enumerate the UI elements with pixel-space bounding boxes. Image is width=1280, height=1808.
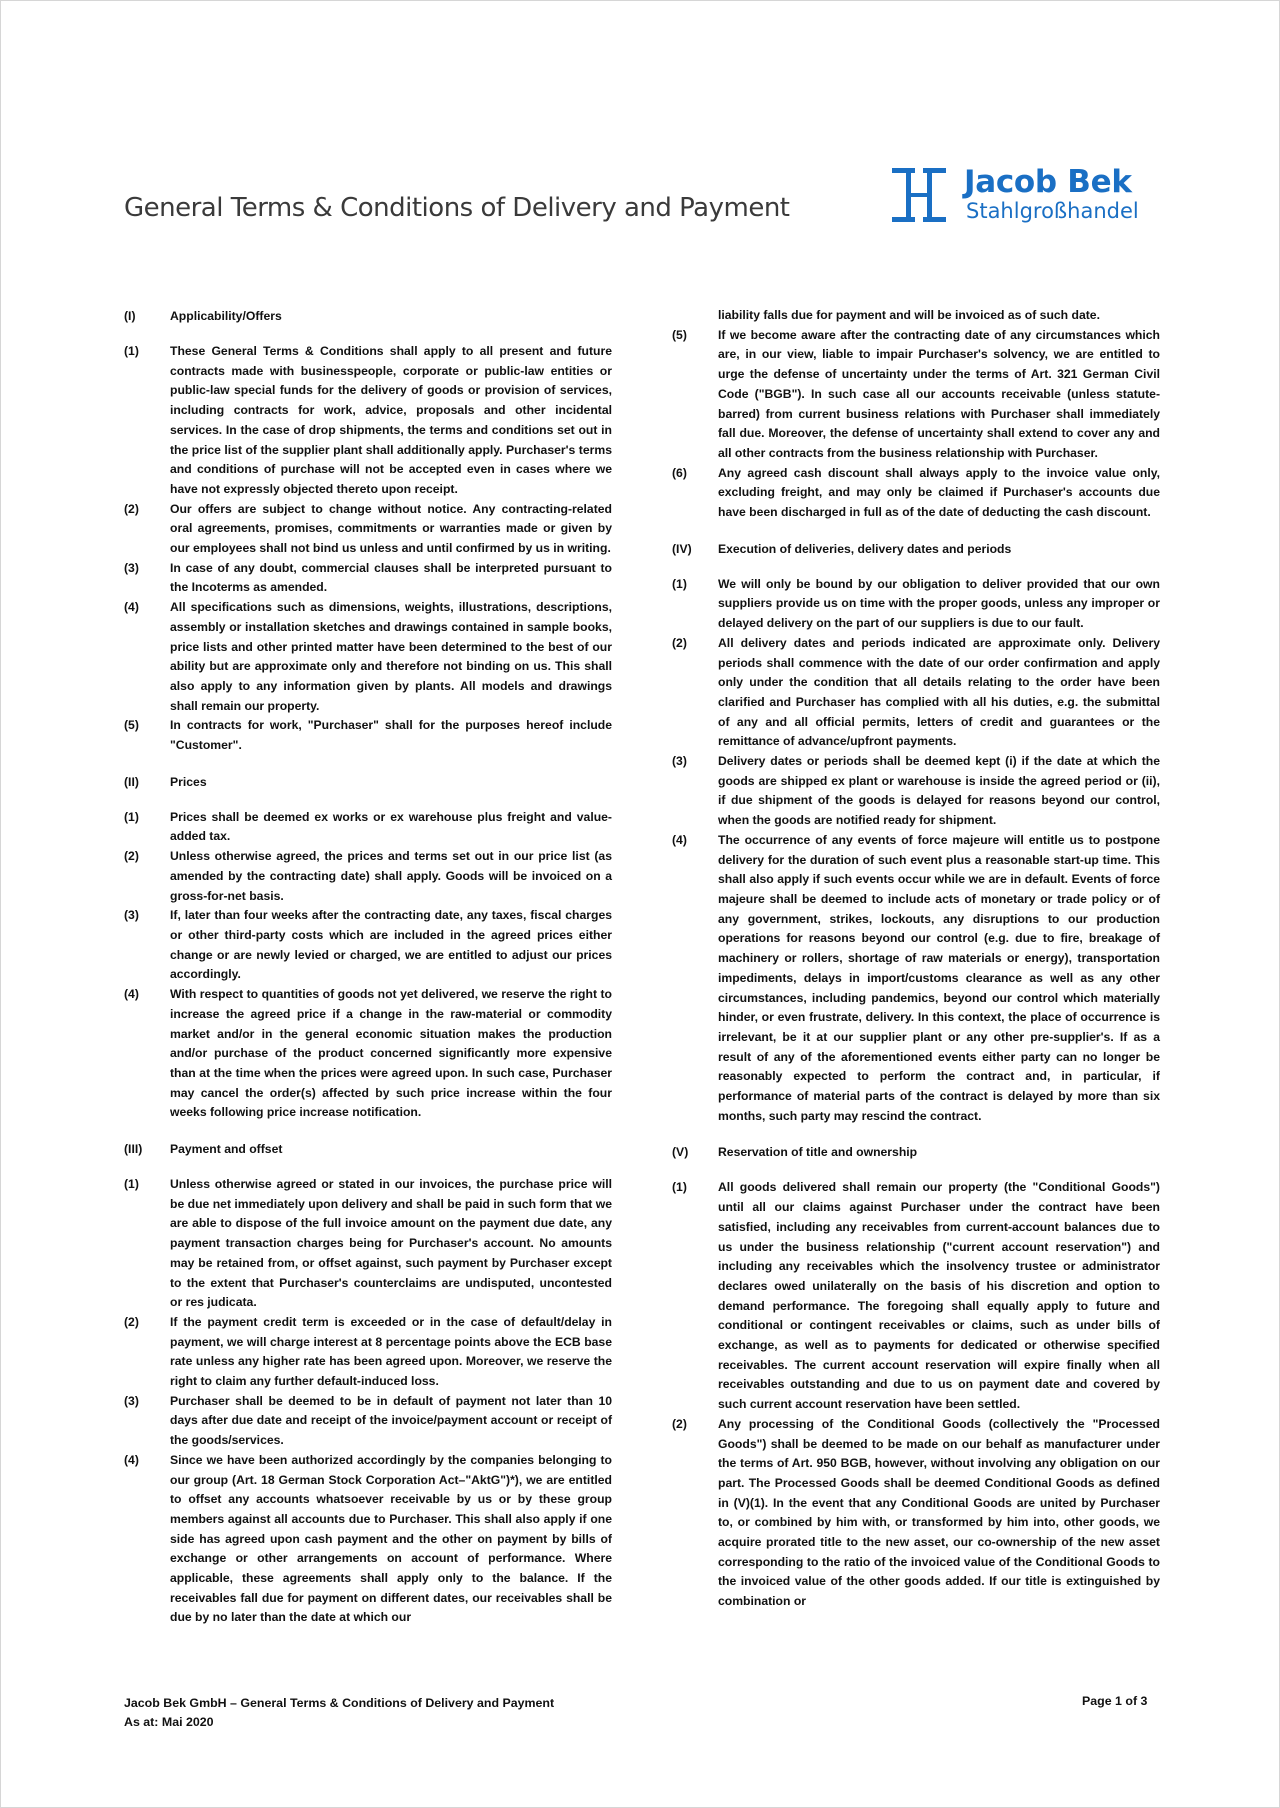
right-column xyxy=(672,306,1160,1612)
clause-number: (2) xyxy=(124,1314,139,1329)
section-title: Reservation of title and ownership xyxy=(718,1145,918,1160)
clause xyxy=(124,716,612,755)
clause-number: (1) xyxy=(124,344,139,358)
clause-number: (5) xyxy=(672,327,687,342)
clause xyxy=(672,634,1160,752)
clause-number: (3) xyxy=(124,908,139,923)
clause xyxy=(124,1451,612,1628)
clause xyxy=(672,326,1160,464)
clause-text: Since we have been authorized accordingly by the companies belonging to our group (Art. 18 German Stock Corporation Act–"AktG")*), we are entitled to offset any accounts whatsoever receivable by us or by these group members against all accounts due to Purchaser. This shall also apply if one side has agreed upon cash payment and the other on payment by bills of exchange or other arrangements on account of performance. Where applicable, these agreements shall apply only to the balance. If the receivables fall due for payment on different dates, our receivables shall be due by no later than the date at which our xyxy=(170,1452,612,1625)
section-title: Execution of deliveries, delivery dates and periods xyxy=(718,541,1012,556)
section-number: (V) xyxy=(672,1145,689,1160)
section-number: (II) xyxy=(124,774,139,789)
section-heading xyxy=(124,774,612,791)
logo-subtitle: Stahlgroßhandel xyxy=(966,199,1139,223)
clause-number: (2) xyxy=(672,1416,687,1431)
clause-text: In case of any doubt, commercial clauses shall be interpreted pursuant to the Incoterms as amended. xyxy=(170,560,612,595)
clause-text: We will only be bound by our obligation to deliver provided that our own suppliers provide us on time with the proper goods, unless any improper or delayed delivery on the part of our suppliers is due to our fault. xyxy=(718,576,1160,631)
clause xyxy=(124,906,612,985)
clause xyxy=(672,831,1160,1127)
document-title: General Terms & Conditions of Delivery and Payment xyxy=(124,193,790,223)
clause-text: All delivery dates and periods indicated are approximate only. Delivery periods shall commence with the date of our order confirmation and apply only under the condition that all details relating to the order have been clarified and Purchaser has complied with all his duties, e.g. the submittal of any and all official permits, letters of credit and guarantees or the remittance of advance/upfront payments. xyxy=(718,635,1160,749)
clause-text: With respect to quantities of goods not yet delivered, we reserve the right to increase the agreed price if a change in the raw-material or commodity market and/or in the general economic situation makes the production and/or purchase of the product concerned significantly more expensive than at the time when the prices were agreed upon. In such case, Purchaser may cancel the order(s) affected by such price increase within the four weeks following price increase notification. xyxy=(170,987,612,1120)
company-logo xyxy=(890,166,1160,226)
clause-text: Any processing of the Conditional Goods (collectively the "Processed Goods") shall be deemed to be made on our behalf as manufacturer under the terms of Art. 950 BGB, however, without involving any obligation on our part. The Processed Goods shall be deemed Conditional Goods as defined in (V)(1). In the event that any Conditional Goods are united by Purchaser to, or combined by him with, or transformed by him into, other goods, we acquire prorated title to the new asset, our co-ownership of the new asset corresponding to the ratio of the invoiced value of the Conditional Goods to the invoiced value of the other goods added. If our title is extinguished by combination or xyxy=(718,1416,1160,1609)
clause xyxy=(672,1178,1160,1414)
clause-number: (1) xyxy=(672,576,687,591)
clause-number: (3) xyxy=(672,754,687,769)
clause-number: (6) xyxy=(672,465,687,480)
section-title: Prices xyxy=(170,774,207,789)
clause-text: Any agreed cash discount shall always apply to the invoice value only, excluding freight, and may only be claimed if Purchaser's accounts due have been discharged in full as of the date of deducting the cash discount. xyxy=(718,465,1160,520)
clause-text: Purchaser shall be deemed to be in default of payment not later than 10 days after due date and receipt of the invoice/payment account or receipt of the goods/services. xyxy=(170,1393,612,1448)
clause xyxy=(672,1415,1160,1612)
clause xyxy=(124,847,612,906)
section-number: (III) xyxy=(124,1142,143,1157)
clause xyxy=(124,1392,612,1451)
page-number: Page 1 of 3 xyxy=(1082,1694,1148,1708)
clause-text: The occurrence of any events of force majeure will entitle us to postpone delivery for the duration of such event plus a reasonable start-up time. This shall also apply if such events occur while we are in default. Events of force majeure shall be deemed to include acts of monetary or trade policy or of any government, strikes, lockouts, any disruptions to our production operations for reasons beyond our control (e.g. due to fire, breakage of machinery or rollers, shortage of raw materials or energy), transportation impediments, delays in import/customs clearance as well as any other circumstances, including pandemics, beyond our control which materially hinder, or even frustrate, delivery. In this context, the place of occurrence is irrelevant, be it at our supplier plant or any other pre-supplier's. If as a result of any of the aforementioned events either party can no longer be reasonably expected to perform the contract and, in particular, if performance of material parts of the contract is delayed by more than six months, such party may rescind the contract. xyxy=(718,832,1160,1123)
clause-number: (2) xyxy=(124,501,139,516)
jb-logo-icon xyxy=(890,168,948,222)
section-number: (IV) xyxy=(672,541,692,556)
clause-number: (5) xyxy=(124,718,139,733)
section-heading xyxy=(124,1141,612,1158)
clause-text: If we become aware after the contracting date of any circumstances which are, in our view, liable to impair Purchaser's solvency, we are entitled to urge the defense of uncertainty under the terms of Art. 321 German Civil Code ("BGB"). In such case all our accounts receivable (unless statute-barred) from current business relations with Purchaser shall immediately fall due. Moreover, the defense of uncertainty shall extend to cover any and all other contracts from the business relationship with Purchaser. xyxy=(718,327,1160,460)
footer xyxy=(124,1694,554,1732)
clause xyxy=(124,500,612,559)
section-title: Applicability/Offers xyxy=(170,309,282,323)
clause xyxy=(124,559,612,598)
clause-number: (3) xyxy=(124,1393,139,1408)
section-title: Payment and offset xyxy=(170,1142,283,1157)
clause xyxy=(124,342,612,500)
left-column xyxy=(124,306,612,1628)
clause xyxy=(124,808,612,847)
clause-number: (2) xyxy=(672,635,687,650)
clause xyxy=(124,1313,612,1392)
clause-number: (4) xyxy=(124,987,139,1002)
clause-text: In contracts for work, "Purchaser" shall for the purposes hereof include "Customer". xyxy=(170,718,612,753)
clause-text: Prices shall be deemed ex works or ex warehouse plus freight and value-added tax. xyxy=(170,809,612,844)
clause-text: Unless otherwise agreed, the prices and terms set out in our price list (as amended by the contracting date) shall apply. Goods will be invoiced on a gross-for-net basis. xyxy=(170,849,612,903)
clause xyxy=(672,752,1160,831)
clause-text: These General Terms & Conditions shall apply to all present and future contracts made with businesspeople, corporate or public-law entities or public-law special funds for the delivery of goods or provision of services, including contracts for work, advice, proposals and other incidental services. In the case of drop shipments, the terms and conditions set out in the price list of the supplier plant shall additionally apply. Purchaser's terms and conditions of purchase will not be accepted even in cases where we have not expressly objected thereto upon receipt. xyxy=(170,344,612,496)
clause-text: All specifications such as dimensions, weights, illustrations, descriptions, assembly or installation sketches and drawings contained in sample books, price lists and other printed matter have been determined to the best of our ability but are approximate only and therefore not binding on us. This shall also apply to any information given by plants. All models and drawings shall remain our property. xyxy=(170,600,612,713)
clause-number: (1) xyxy=(124,1177,139,1192)
section-heading xyxy=(124,308,612,325)
clause-number: (1) xyxy=(124,809,139,824)
section-heading xyxy=(672,541,1160,558)
clause xyxy=(672,464,1160,523)
clause xyxy=(124,985,612,1123)
clause-text: Delivery dates or periods shall be deemed kept (i) if the date at which the goods are shipped ex plant or warehouse is inside the agreed period or (ii), if due shipment of the goods is delayed for reasons beyond our control, when the goods are notified ready for shipment. xyxy=(718,754,1160,828)
clause-number: (1) xyxy=(672,1180,687,1195)
clause-text: If the payment credit term is exceeded or in the case of default/delay in payment, we will charge interest at 8 percentage points above the ECB base rate unless any higher rate has been agreed upon. Moreover, we reserve the right to claim any further default-induced loss. xyxy=(170,1314,612,1389)
clause xyxy=(124,598,612,716)
clause xyxy=(124,1175,612,1313)
footer-document-name: Jacob Bek GmbH – General Terms & Conditions of Delivery and Payment xyxy=(124,1696,555,1710)
clause-number: (4) xyxy=(124,1452,139,1467)
footer-date: As at: Mai 2020 xyxy=(124,1715,214,1729)
clause-text: Unless otherwise agreed or stated in our invoices, the purchase price will be due net immediately upon delivery and shall be paid in such form that we are able to dispose of the full invoice amount on the payment due date, any payment transaction charges being for Purchaser's account. No amounts may be retained from, or offset against, such payment by Purchaser except to the extent that Purchaser's counterclaims are undisputed, uncontested or res judicata. xyxy=(170,1177,612,1310)
clause-number: (4) xyxy=(672,832,687,847)
clause-text: If, later than four weeks after the contracting date, any taxes, fiscal charges or other third-party costs which are included in the agreed prices either change or are newly levied or charged, we are entitled to adjust our prices accordingly. xyxy=(170,908,612,982)
section-number: (I) xyxy=(124,309,136,323)
clause-continuation xyxy=(672,306,1160,326)
clause-text: All goods delivered shall remain our property (the "Conditional Goods") until all our claims against Purchaser under the contract have been satisfied, including any receivables from current-account balances due to us under the business relationship ("current account reservation") and including any receivables which the insolvency trustee or administrator declares owed unilaterally on the basis of his discretion and option to demand performance. The foregoing shall equally apply to future and conditional or contingent receivables or claims, such as under bills of exchange, as well as to payments for dedicated or otherwise specified receivables. The current account reservation will expire finally when all receivables outstanding and due to us on payment date and covered by such current account reservation have been settled. xyxy=(718,1180,1160,1412)
clause-text: liability falls due for payment and will be invoiced as of such date. xyxy=(718,308,1100,322)
logo-company-name: Jacob Bek xyxy=(964,164,1132,200)
clause-number: (2) xyxy=(124,849,139,864)
clause-text: Our offers are subject to change without notice. Any contracting-related oral agreements, promises, commitments or warranties made or given by our employees shall not bind us unless and until confirmed by us in writing. xyxy=(170,501,612,556)
section-heading xyxy=(672,1144,1160,1161)
clause-number: (4) xyxy=(124,600,139,615)
clause xyxy=(672,575,1160,634)
clause-number: (3) xyxy=(124,560,139,575)
